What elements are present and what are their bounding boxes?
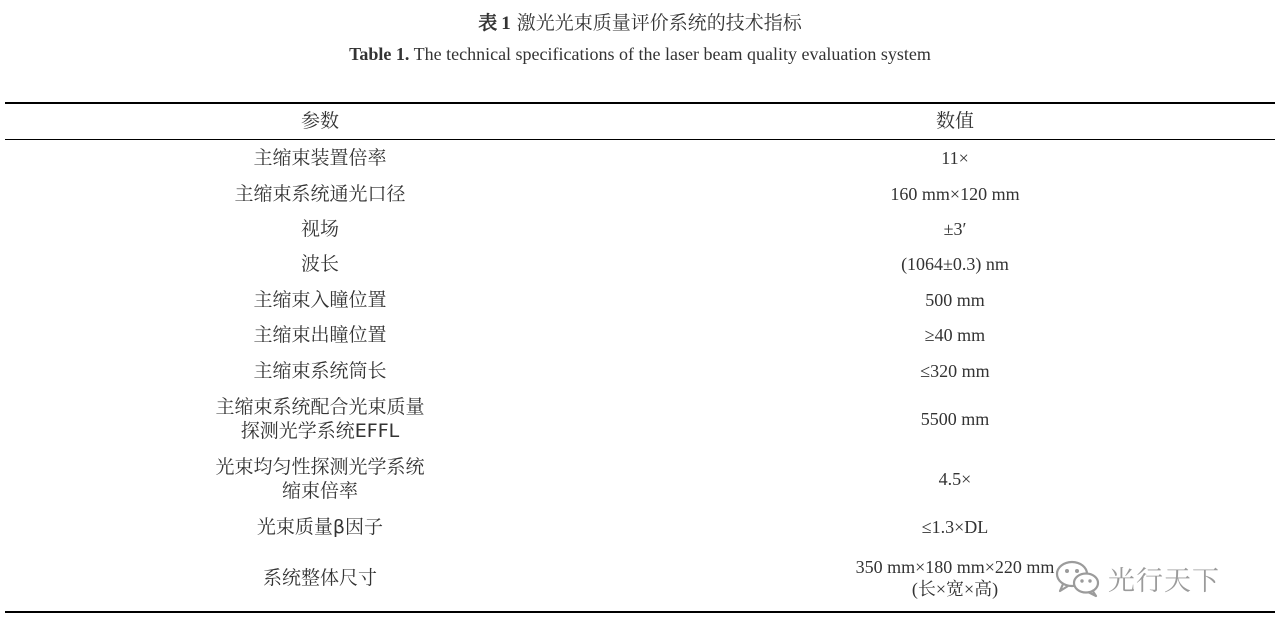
param-text: 主缩束出瞳位置 <box>253 324 387 346</box>
value-text: (1064±0.3) nm <box>901 254 1009 274</box>
table-row <box>5 389 1275 449</box>
value-cell <box>635 449 1275 509</box>
value-text: ≥40 mm <box>924 325 986 345</box>
table-row <box>5 140 1275 176</box>
value-cell <box>635 246 1275 282</box>
param-text: 波长 <box>300 253 339 275</box>
header-value: 数值 <box>935 110 974 132</box>
param-cell <box>5 211 635 246</box>
table-row <box>5 509 1275 545</box>
param-cell <box>5 389 635 449</box>
caption-english <box>0 44 1280 65</box>
value-cell <box>635 140 1275 176</box>
value-text: (长×宽×高) <box>911 579 999 599</box>
table-row <box>5 449 1275 509</box>
param-text: 主缩束入瞳位置 <box>253 288 387 311</box>
param-cell <box>5 353 635 389</box>
param-text: 主缩束系统配合光束质量 <box>215 396 425 418</box>
value-cell <box>635 353 1275 389</box>
value-cell <box>635 389 1275 449</box>
caption-chinese <box>0 8 1280 35</box>
param-text: 主缩束装置倍率 <box>253 147 387 169</box>
param-text: 缩束倍率 <box>281 480 358 502</box>
table-row <box>5 282 1275 317</box>
caption-cn-number: 1 <box>501 13 511 34</box>
value-text: ≤320 mm <box>920 361 990 381</box>
header-param: 参数 <box>300 110 339 132</box>
table-row <box>5 353 1275 389</box>
caption-en-text: The technical specifications of the laser beam quality evaluation system <box>413 44 931 64</box>
caption-cn-label: 表 <box>478 12 498 34</box>
table-bottom-rule <box>5 611 1275 613</box>
value-text: 160 mm×120 mm <box>890 183 1020 204</box>
param-cell <box>5 317 635 353</box>
watermark <box>1054 556 1254 600</box>
table-row <box>5 246 1275 282</box>
table-row <box>5 317 1275 353</box>
caption-en-label: Table 1. <box>349 44 410 64</box>
table-row <box>5 176 1275 211</box>
param-text: 系统整体尺寸 <box>262 567 377 589</box>
value-text: ≤1.3×DL <box>921 517 989 537</box>
param-cell <box>5 545 635 611</box>
value-text: ±3′ <box>943 218 967 239</box>
param-text: 光束质量β因子 <box>256 516 384 538</box>
param-text: 主缩束系统筒长 <box>253 360 387 382</box>
value-text: 5500 mm <box>920 409 990 429</box>
param-text: 视场 <box>300 217 339 240</box>
value-text: 11× <box>941 148 969 168</box>
param-cell <box>5 449 635 509</box>
watermark-text: 光行天下 <box>1108 565 1220 597</box>
param-cell <box>5 509 635 545</box>
param-cell <box>5 246 635 282</box>
param-text: 探测光学系统EFFL <box>240 420 400 442</box>
value-cell <box>635 317 1275 353</box>
value-cell <box>635 282 1275 317</box>
caption-cn-text: 激光光束质量评价系统的技术指标 <box>516 12 802 34</box>
value-text: 4.5× <box>938 469 972 489</box>
table-row <box>5 211 1275 246</box>
param-cell <box>5 282 635 317</box>
param-text: 主缩束系统通光口径 <box>234 182 406 205</box>
value-text: 350 mm×180 mm×220 mm <box>855 557 1055 577</box>
param-cell <box>5 176 635 211</box>
param-cell <box>5 140 635 176</box>
value-text: 500 mm <box>925 289 985 310</box>
value-cell <box>635 509 1275 545</box>
param-text: 光束均匀性探测光学系统 <box>215 456 425 478</box>
value-cell <box>635 176 1275 211</box>
value-cell <box>635 211 1275 246</box>
wechat-icon <box>1054 558 1102 598</box>
